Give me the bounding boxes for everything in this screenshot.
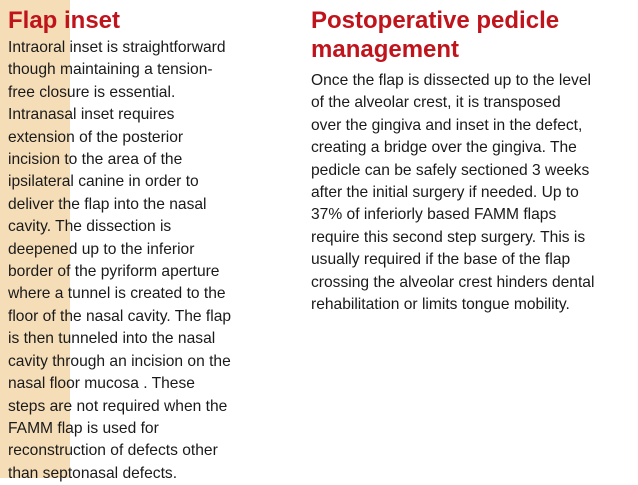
postoperative-pedicle-body: Once the flap is dissected up to the level of the alveolar crest, it is transposed over the gingiva and inset in the defect, creating a bridge over the gingiva. The pedicle can be safely sectioned 3 weeks after the initial surgery if needed. Up to 37% of inferiorly based FAMM flaps require this second step surgery. This is usually required if the base of the flap crossing the alveolar crest hinders dental rehabilitation or limits tongue mobility. [311,72,595,314]
postoperative-pedicle-heading: Postoperative pedicle management [311,7,560,63]
flap-inset-heading: Flap inset [8,7,121,34]
postoperative-pedicle-section [311,6,633,316]
flap-inset-section [8,6,270,485]
flap-inset-body: Intraoral inset is straightforward though maintaining a tension- free closure is essential. Intranasal inset requires extension of the posterior incision to the area of the ipsilateral canine in order to deliver the flap into the nasal cavity. The dissection is deepened up to the inferior border of the pyriform aperture where a tunnel is created to the floor of the nasal cavity. The flap is then tunneled into the nasal cavity through an incision on the nasal floor mucosa . These steps are not required when the FAMM flap is used for reconstruction of defects other than septonasal defects. [8,39,232,482]
